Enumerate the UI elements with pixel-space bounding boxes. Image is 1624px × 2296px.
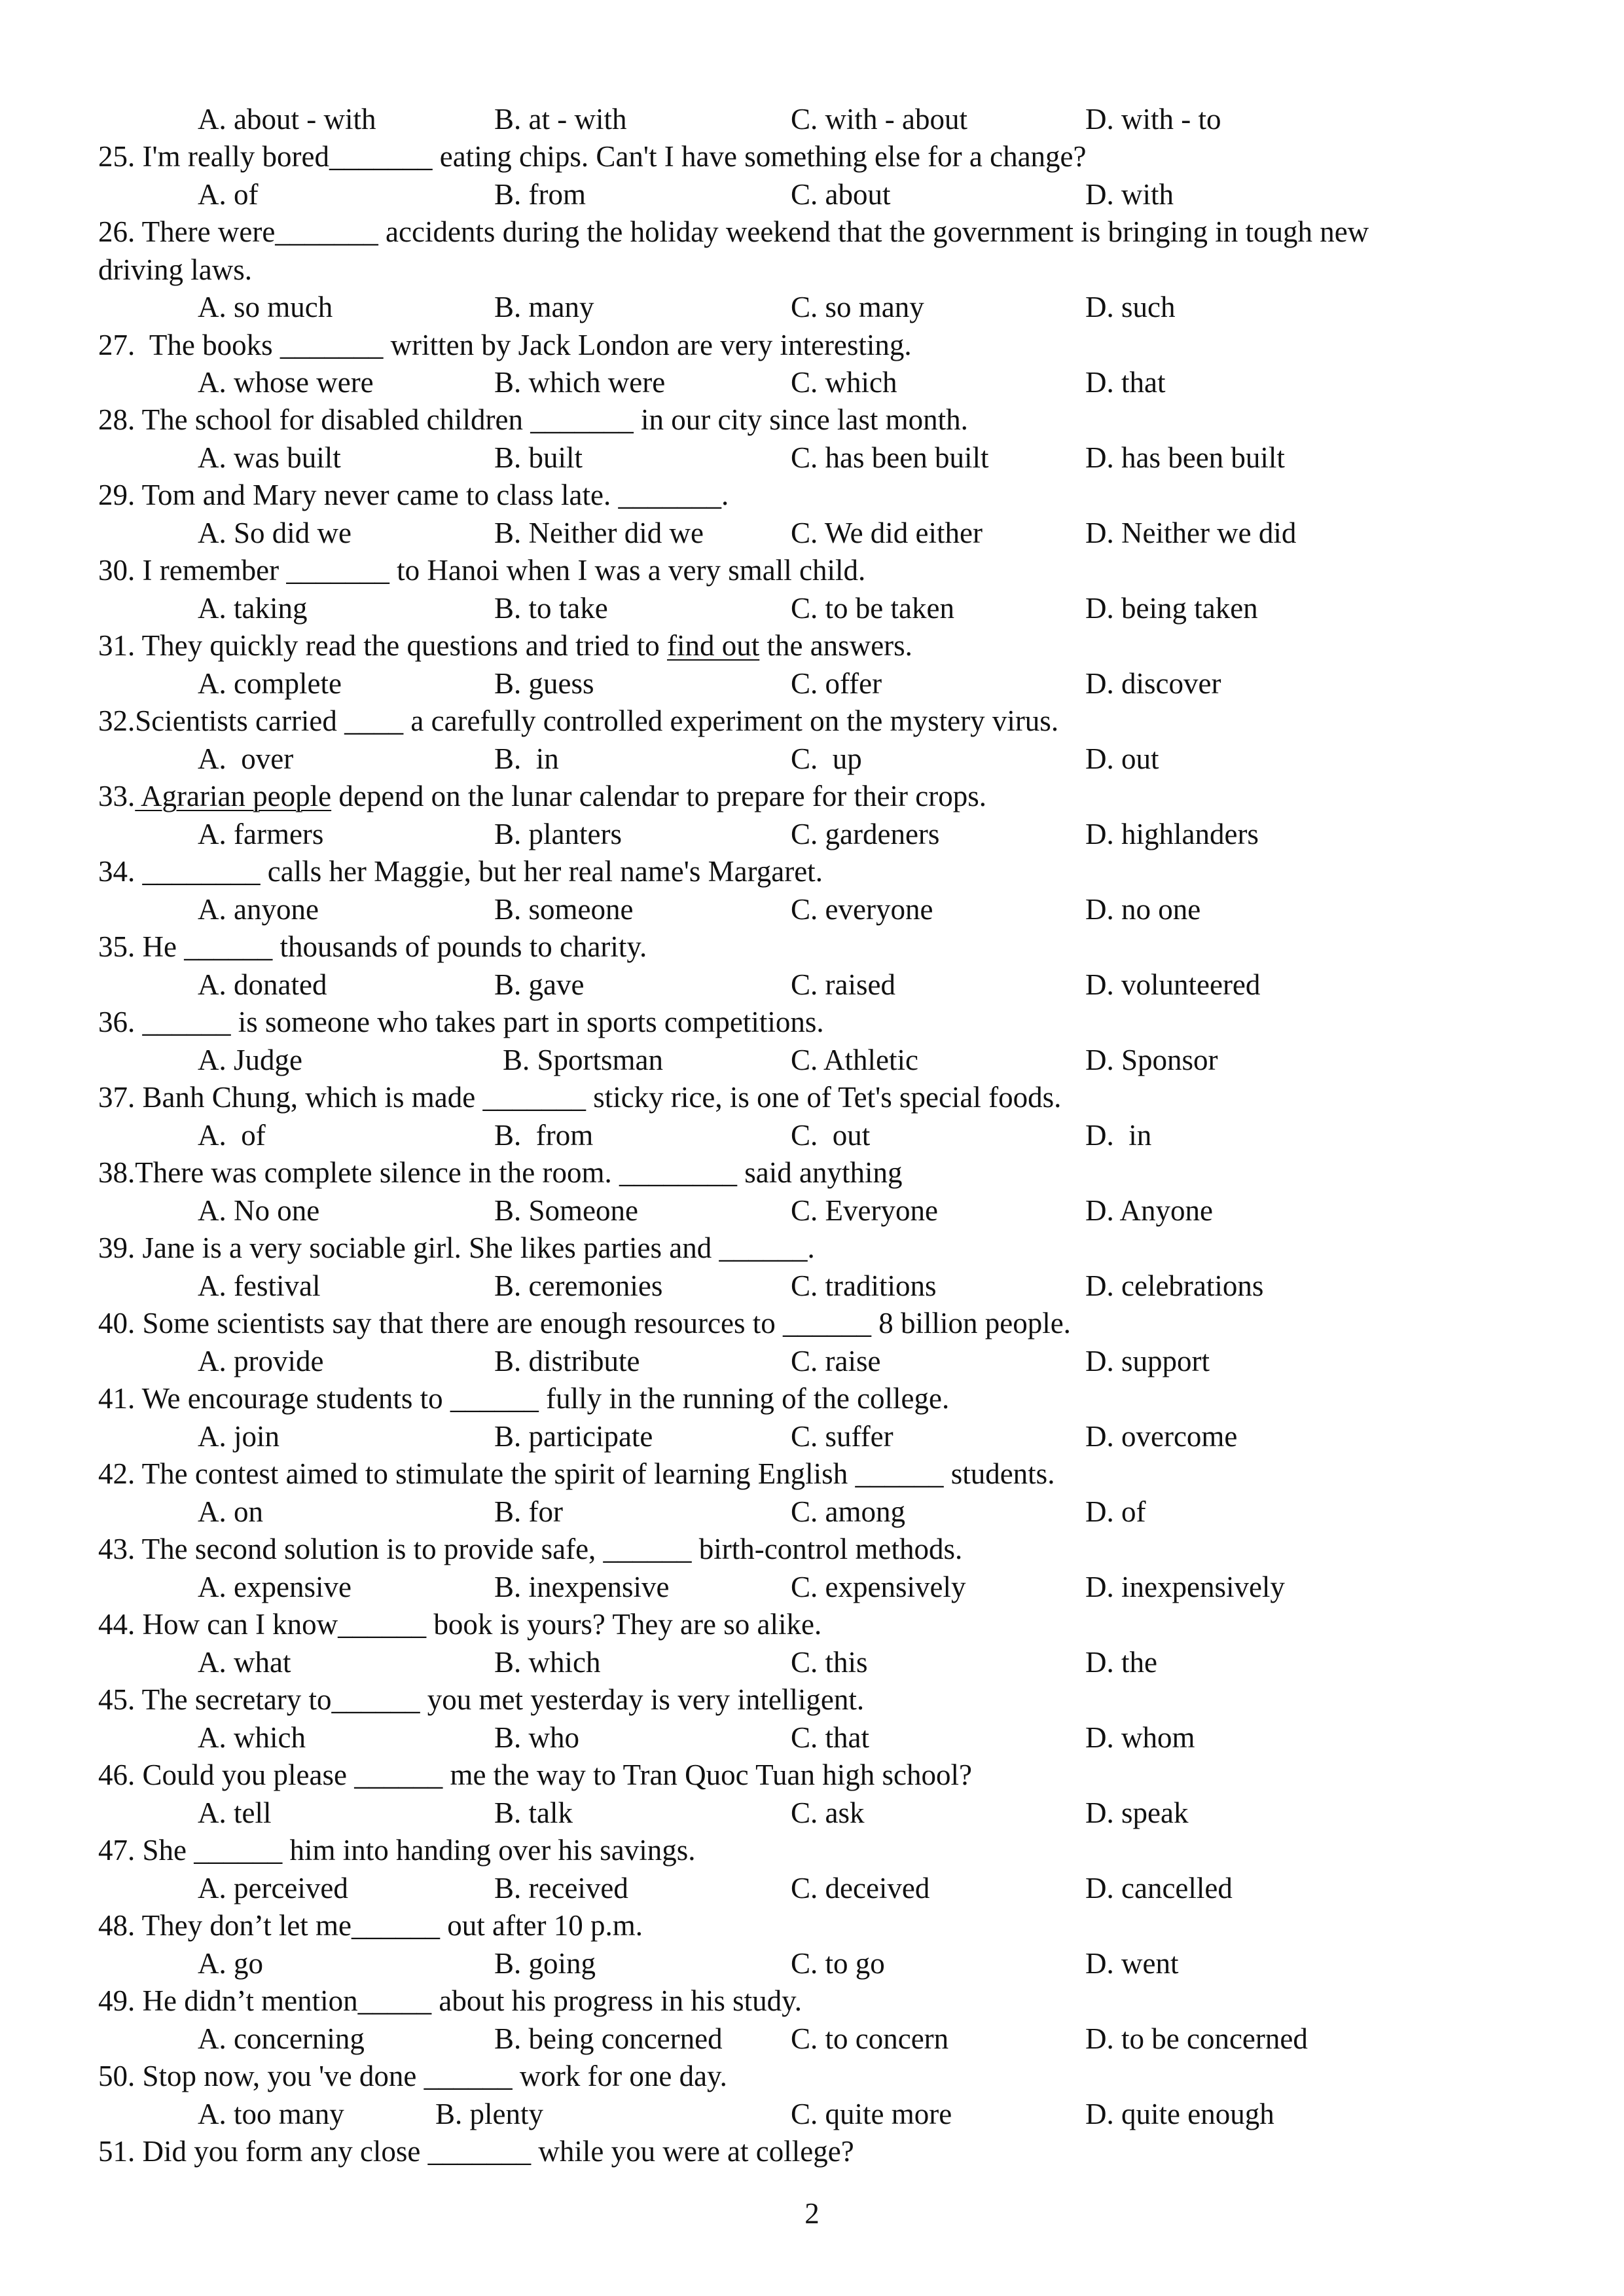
question-stem: 47. She ______ him into handing over his savings. <box>98 1834 696 1867</box>
option-d: D. overcome <box>1085 1420 1238 1453</box>
options-row-43 <box>0 1568 1624 1606</box>
question-39 <box>0 1229 1624 1267</box>
option-c: C. We did either <box>791 517 983 549</box>
option-b: B. planters <box>494 818 622 850</box>
option-a: A. so much <box>198 291 333 323</box>
options-row-47 <box>0 1869 1624 1907</box>
option-c: C. so many <box>791 291 924 323</box>
option-a: A. which <box>198 1721 306 1754</box>
question-30 <box>0 551 1624 589</box>
option-b: B. being concerned <box>494 2022 723 2055</box>
stem-after: the answers. <box>759 629 912 662</box>
options-row-24 <box>0 100 1624 138</box>
options-row-28 <box>0 439 1624 477</box>
question-stem <box>98 777 986 815</box>
question-26-continued <box>0 251 1624 289</box>
option-b: B. who <box>494 1721 580 1754</box>
option-d: D. being taken <box>1085 592 1258 625</box>
underlined-phrase: Agrarian people <box>135 780 332 812</box>
question-25 <box>0 137 1624 175</box>
options-row-48 <box>0 1944 1624 1982</box>
options-row-27 <box>0 363 1624 401</box>
option-a: A. about - with <box>198 103 376 136</box>
option-b: B. in <box>494 742 559 775</box>
option-a: A. festival <box>198 1269 321 1302</box>
question-stem: 50. Stop now, you 've done ______ work for one day. <box>98 2060 727 2092</box>
option-c: C. Athletic <box>791 1044 918 1076</box>
option-d: D. quite enough <box>1085 2098 1274 2130</box>
options-row-46 <box>0 1794 1624 1832</box>
question-stem: 49. He didn’t mention_____ about his progress in his study. <box>98 1984 802 2017</box>
option-d: D. Anyone <box>1085 1194 1213 1227</box>
option-b: B. Sportsman <box>503 1044 664 1076</box>
option-a: A. join <box>198 1420 280 1453</box>
option-d: D. the <box>1085 1646 1157 1679</box>
question-stem: 44. How can I know______ book is yours? They are so alike. <box>98 1608 822 1641</box>
question-stem: 42. The contest aimed to stimulate the spirit of learning English ______ students. <box>98 1457 1055 1490</box>
option-d: D. with - to <box>1085 103 1221 136</box>
option-a: A. No one <box>198 1194 320 1227</box>
options-row-35 <box>0 966 1624 1004</box>
option-a: A. Judge <box>198 1044 302 1076</box>
option-c: C. that <box>791 1721 869 1754</box>
option-a: A. perceived <box>198 1872 348 1904</box>
option-b: B. many <box>494 291 594 323</box>
option-a: A. was built <box>198 441 341 474</box>
question-stem: 32.Scientists carried ____ a carefully controlled experiment on the mystery virus. <box>98 704 1059 737</box>
option-b: B. participate <box>494 1420 653 1453</box>
option-a: A. too many <box>198 2098 344 2130</box>
option-c: C. Everyone <box>791 1194 938 1227</box>
question-stem: 39. Jane is a very sociable girl. She likes parties and ______. <box>98 1231 815 1264</box>
option-c: C. expensively <box>791 1571 966 1603</box>
question-51 <box>0 2132 1624 2170</box>
option-b: B. guess <box>494 667 594 700</box>
question-stem: 45. The secretary to______ you met yesterday is very intelligent. <box>98 1683 865 1716</box>
option-d: D. Neither we did <box>1085 517 1297 549</box>
question-stem: 46. Could you please ______ me the way to Tran Quoc Tuan high school? <box>98 1758 972 1791</box>
stem-before: 33. <box>98 780 135 812</box>
option-b: B. received <box>494 1872 628 1904</box>
option-d: D. of <box>1085 1495 1146 1528</box>
option-c: C. ask <box>791 1796 865 1829</box>
option-a: A. expensive <box>198 1571 352 1603</box>
option-a: A. So did we <box>198 517 352 549</box>
options-row-39 <box>0 1267 1624 1305</box>
option-b: B. going <box>494 1947 596 1980</box>
question-stem: 51. Did you form any close _______ while you were at college? <box>98 2135 854 2168</box>
option-a: A. of <box>198 178 259 211</box>
option-a: A. on <box>198 1495 263 1528</box>
option-d: D. has been built <box>1085 441 1285 474</box>
option-d: D. to be concerned <box>1085 2022 1308 2055</box>
option-a: A. donated <box>198 968 327 1001</box>
options-row-30 <box>0 589 1624 627</box>
options-row-42 <box>0 1493 1624 1531</box>
option-c: C. about <box>791 178 891 211</box>
option-a: A. concerning <box>198 2022 365 2055</box>
option-c: C. to go <box>791 1947 885 1980</box>
question-stem-continued: driving laws. <box>98 253 252 286</box>
question-stem: 36. ______ is someone who takes part in sports competitions. <box>98 1006 824 1038</box>
option-a: A. go <box>198 1947 263 1980</box>
question-46 <box>0 1756 1624 1794</box>
question-stem: 40. Some scientists say that there are enough resources to ______ 8 billion people. <box>98 1307 1071 1339</box>
option-d: D. Sponsor <box>1085 1044 1218 1076</box>
option-c: C. gardeners <box>791 818 940 850</box>
option-d: D. whom <box>1085 1721 1195 1754</box>
option-d: D. out <box>1085 742 1159 775</box>
option-a: A. anyone <box>198 893 319 926</box>
question-stem: 26. There were_______ accidents during the holiday weekend that the government is bringing in tough new <box>98 215 1369 248</box>
option-d: D. celebrations <box>1085 1269 1264 1302</box>
question-stem: 43. The second solution is to provide safe, ______ birth-control methods. <box>98 1533 963 1565</box>
option-c: C. quite more <box>791 2098 952 2130</box>
option-a: A. taking <box>198 592 308 625</box>
option-b: B. at - with <box>494 103 627 136</box>
question-stem: 28. The school for disabled children _______ in our city since last month. <box>98 403 968 436</box>
option-b: B. gave <box>494 968 585 1001</box>
option-b: B. built <box>494 441 583 474</box>
option-b: B. to take <box>494 592 608 625</box>
option-d: D. support <box>1085 1345 1210 1377</box>
options-row-41 <box>0 1417 1624 1455</box>
option-c: C. suffer <box>791 1420 893 1453</box>
option-c: C. up <box>791 742 862 775</box>
option-b: B. talk <box>494 1796 573 1829</box>
option-b: B. which were <box>494 366 666 399</box>
option-d: D. volunteered <box>1085 968 1261 1001</box>
option-d: D. no one <box>1085 893 1201 926</box>
options-row-29 <box>0 514 1624 552</box>
option-c: C. offer <box>791 667 882 700</box>
question-44 <box>0 1605 1624 1643</box>
option-d: D. highlanders <box>1085 818 1259 850</box>
option-b: B. from <box>494 1119 594 1152</box>
option-c: C. which <box>791 366 897 399</box>
option-b: B. plenty <box>435 2098 543 2130</box>
options-row-31 <box>0 665 1624 702</box>
question-47 <box>0 1831 1624 1869</box>
options-row-40 <box>0 1342 1624 1380</box>
option-d: D. discover <box>1085 667 1221 700</box>
question-stem: 30. I remember _______ to Hanoi when I was a very small child. <box>98 554 866 587</box>
options-row-36 <box>0 1041 1624 1079</box>
question-32 <box>0 702 1624 740</box>
option-c: C. everyone <box>791 893 933 926</box>
option-a: A. of <box>198 1119 266 1152</box>
option-a: A. tell <box>198 1796 272 1829</box>
options-row-26 <box>0 288 1624 326</box>
question-35 <box>0 928 1624 966</box>
option-c: C. among <box>791 1495 905 1528</box>
question-26 <box>0 213 1624 251</box>
option-b: B. from <box>494 178 586 211</box>
option-b: B. Someone <box>494 1194 638 1227</box>
question-stem: 25. I'm really bored_______ eating chips. Can't I have something else for a change? <box>98 140 1087 173</box>
question-27 <box>0 326 1624 364</box>
question-49 <box>0 1982 1624 2020</box>
option-c: C. raise <box>791 1345 881 1377</box>
option-c: C. to concern <box>791 2022 949 2055</box>
options-row-49 <box>0 2020 1624 2058</box>
option-b: B. distribute <box>494 1345 640 1377</box>
question-40 <box>0 1304 1624 1342</box>
option-a: A. over <box>198 742 294 775</box>
option-a: A. what <box>198 1646 291 1679</box>
question-stem: 29. Tom and Mary never came to class late. _______. <box>98 479 729 511</box>
option-b: B. inexpensive <box>494 1571 670 1603</box>
option-d: D. went <box>1085 1947 1179 1980</box>
stem-before: 31. They quickly read the questions and tried to <box>98 629 667 662</box>
question-42 <box>0 1455 1624 1493</box>
option-b: B. Neither did we <box>494 517 704 549</box>
question-37 <box>0 1078 1624 1116</box>
options-row-33 <box>0 815 1624 853</box>
option-b: B. ceremonies <box>494 1269 663 1302</box>
option-a: A. farmers <box>198 818 324 850</box>
option-a: A. complete <box>198 667 342 700</box>
options-row-37 <box>0 1116 1624 1154</box>
option-c: C. raised <box>791 968 895 1001</box>
question-48 <box>0 1906 1624 1944</box>
option-b: B. which <box>494 1646 601 1679</box>
question-stem: 35. He ______ thousands of pounds to charity. <box>98 930 647 963</box>
options-row-32 <box>0 740 1624 778</box>
option-b: B. for <box>494 1495 563 1528</box>
question-stem: 34. ________ calls her Maggie, but her real name's Margaret. <box>98 855 823 888</box>
question-stem: 48. They don’t let me______ out after 10 p.m. <box>98 1909 643 1942</box>
options-row-38 <box>0 1192 1624 1230</box>
option-c: C. with - about <box>791 103 967 136</box>
question-36 <box>0 1003 1624 1041</box>
question-43 <box>0 1530 1624 1568</box>
question-stem: 41. We encourage students to ______ fully in the running of the college. <box>98 1382 950 1415</box>
question-38 <box>0 1154 1624 1192</box>
question-stem: 37. Banh Chung, which is made _______ sticky rice, is one of Tet's special foods. <box>98 1081 1062 1114</box>
option-a: A. provide <box>198 1345 324 1377</box>
option-c: C. this <box>791 1646 868 1679</box>
option-a: A. whose were <box>198 366 374 399</box>
option-d: D. in <box>1085 1119 1152 1152</box>
option-d: D. such <box>1085 291 1176 323</box>
question-33 <box>0 777 1624 815</box>
question-45 <box>0 1681 1624 1719</box>
options-row-50 <box>0 2095 1624 2133</box>
options-row-25 <box>0 175 1624 213</box>
option-d: D. speak <box>1085 1796 1189 1829</box>
question-31 <box>0 627 1624 665</box>
option-d: D. cancelled <box>1085 1872 1233 1904</box>
option-c: C. deceived <box>791 1872 930 1904</box>
option-b: B. someone <box>494 893 634 926</box>
option-d: D. with <box>1085 178 1174 211</box>
option-c: C. to be taken <box>791 592 954 625</box>
option-c: C. traditions <box>791 1269 937 1302</box>
question-stem <box>98 627 912 665</box>
stem-after: depend on the lunar calendar to prepare for their crops. <box>331 780 986 812</box>
option-d: D. that <box>1085 366 1166 399</box>
options-row-44 <box>0 1643 1624 1681</box>
question-29 <box>0 476 1624 514</box>
question-50 <box>0 2057 1624 2095</box>
question-41 <box>0 1379 1624 1417</box>
underlined-phrase: find out <box>666 629 760 662</box>
option-c: C. has been built <box>791 441 989 474</box>
question-34 <box>0 852 1624 890</box>
question-stem: 27. The books _______ written by Jack London are very interesting. <box>98 329 912 361</box>
question-28 <box>0 401 1624 439</box>
question-stem: 38.There was complete silence in the room. ________ said anything <box>98 1156 903 1189</box>
options-row-34 <box>0 890 1624 928</box>
options-row-45 <box>0 1719 1624 1757</box>
option-d: D. inexpensively <box>1085 1571 1285 1603</box>
option-c: C. out <box>791 1119 871 1152</box>
page-number: 2 <box>804 2197 820 2230</box>
